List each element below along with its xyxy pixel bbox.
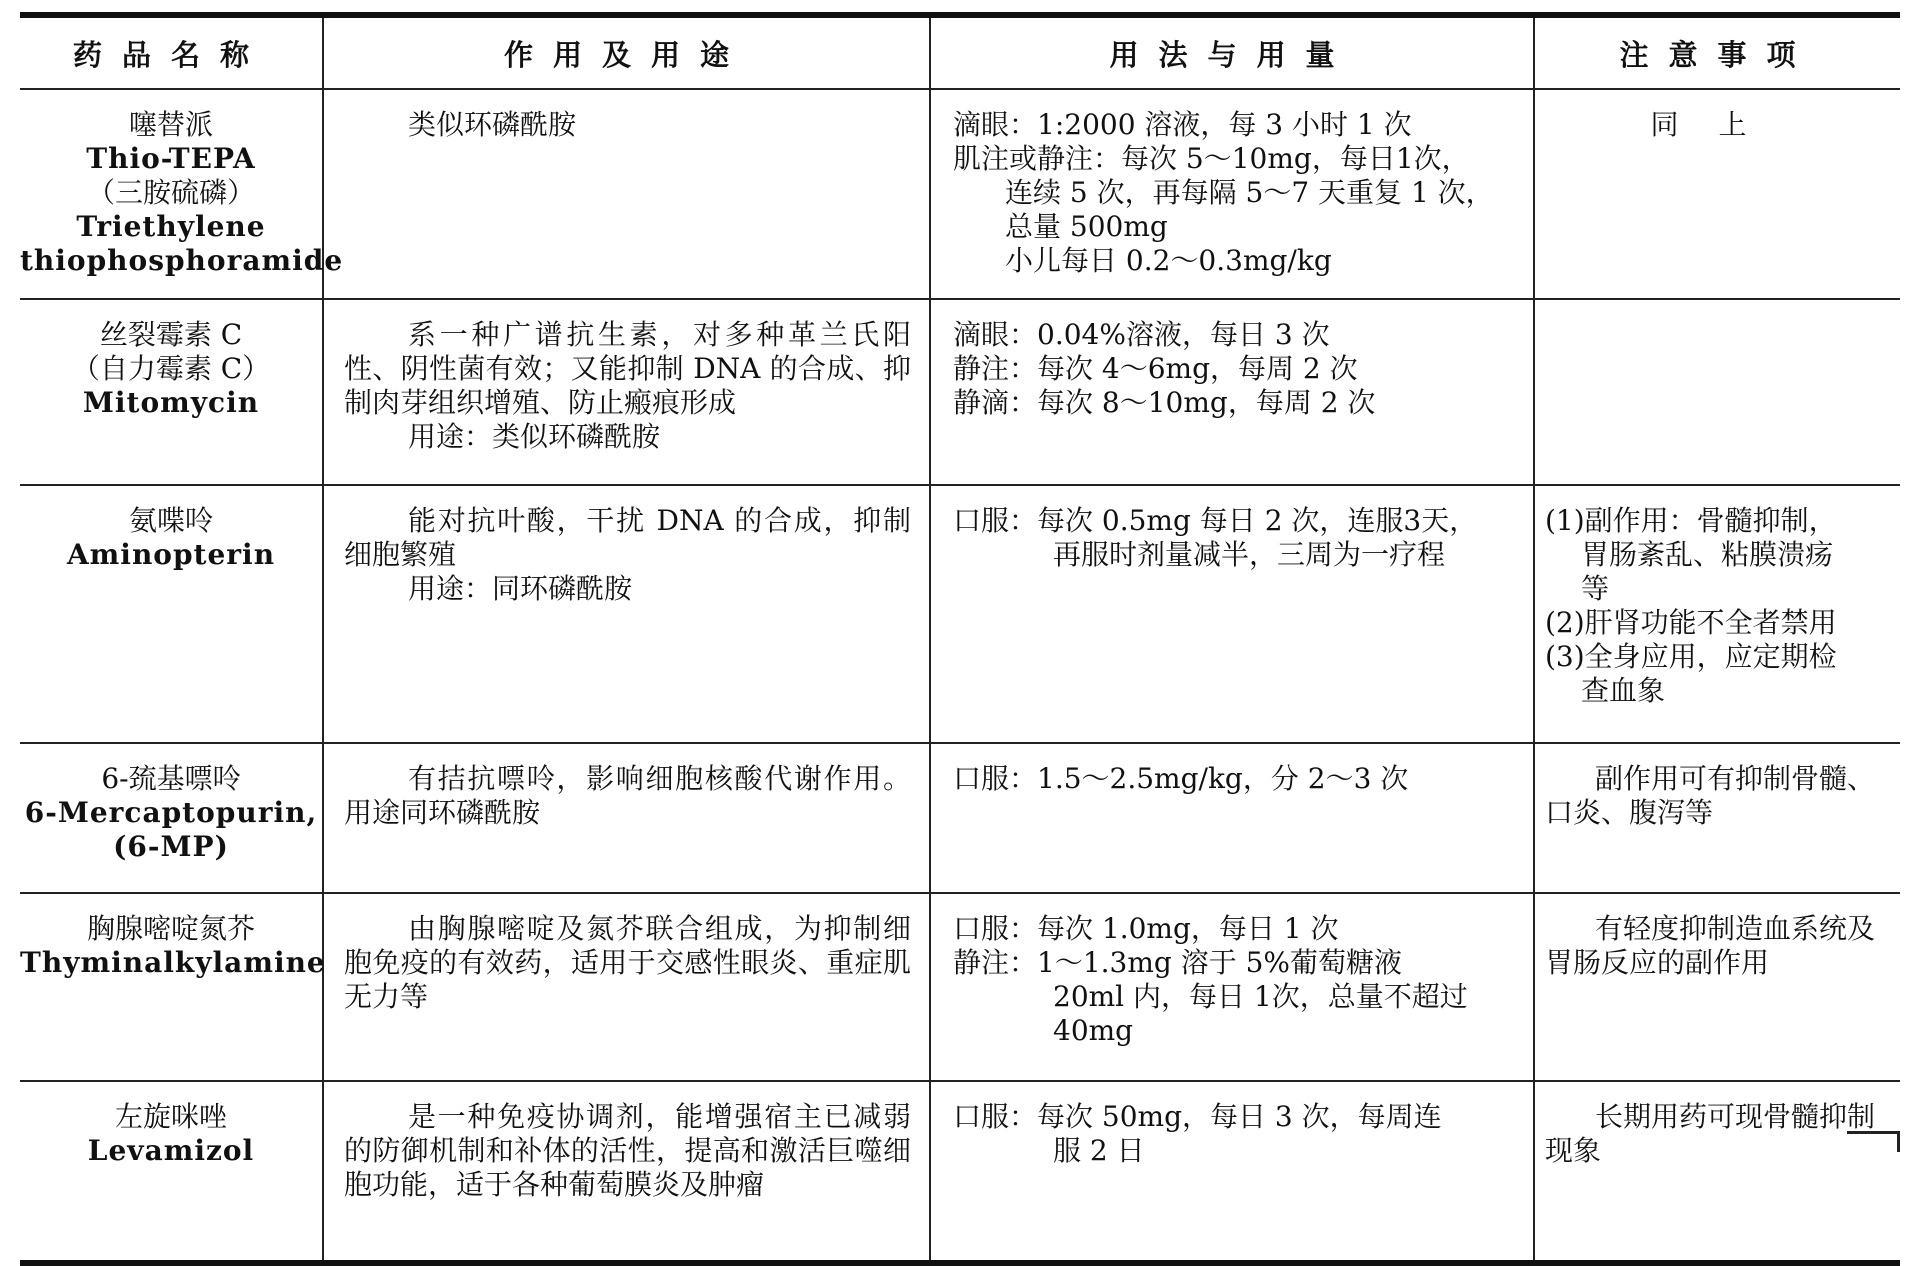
dose-line: 滴眼：1:2000 溶液，每 3 小时 1 次 bbox=[953, 108, 1412, 141]
dose-cell bbox=[930, 299, 1534, 485]
note-cell bbox=[1534, 299, 1900, 485]
table-row bbox=[20, 743, 1900, 893]
use-text bbox=[344, 1100, 911, 1202]
use-line: 能对抗叶酸，干扰 DNA 的合成，抑 bbox=[408, 504, 883, 537]
dose-line: 20ml 内，每日 1次，总量不超过 bbox=[1053, 980, 1468, 1013]
header-notes: 注意事项 bbox=[1534, 15, 1900, 89]
dose-line: 静注：每次 4～6mg，每周 2 次 bbox=[953, 352, 1358, 385]
use-cell bbox=[323, 893, 930, 1081]
note-cell bbox=[1534, 893, 1900, 1081]
drug-name-cn: 6-巯基嘌呤 bbox=[101, 762, 241, 795]
dose-line: 口服：1.5～2.5mg/kg，分 2～3 次 bbox=[953, 762, 1409, 795]
drug-name-latin: (6-MP) bbox=[113, 830, 229, 863]
use-cell bbox=[323, 485, 930, 743]
use-line: 系一种广谱抗生素，对多种革兰氏 bbox=[408, 318, 883, 351]
use-text bbox=[344, 762, 911, 830]
dose-line: 总量 500mg bbox=[1005, 210, 1168, 243]
note-line: 制现象 bbox=[1545, 1100, 1876, 1167]
use-line: 由胸腺嘧啶及氮芥联合组成，为抑 bbox=[408, 912, 854, 945]
use-line: 减弱的防御机制和补体的活性，提高和 bbox=[344, 1100, 911, 1167]
table-row bbox=[20, 1081, 1900, 1263]
drug-name-latin: Aminopterin bbox=[66, 538, 276, 571]
drug-name-latin: Thio-TEPA bbox=[86, 142, 256, 175]
header-action-use: 作用及用途 bbox=[323, 15, 930, 89]
dose-line: 40mg bbox=[1053, 1014, 1134, 1047]
dose-line: 滴眼：0.04%溶液，每日 3 次 bbox=[953, 318, 1330, 351]
drug-name-cn: 胸腺嘧啶氮芥 bbox=[86, 912, 255, 945]
drug-table bbox=[20, 12, 1900, 1266]
use-purpose: 用途：类似环磷酰胺 bbox=[408, 420, 661, 453]
note-item-cont: 等 bbox=[1581, 572, 1610, 605]
header-drug-name: 药品名称 bbox=[20, 15, 323, 89]
drug-name-cn: 丝裂霉素 C bbox=[99, 318, 243, 351]
dose-line: 小儿每日 0.2～0.3mg/kg bbox=[1005, 244, 1332, 277]
dose-cell bbox=[930, 89, 1534, 299]
use-line: 成、抑制肉芽组织增殖、防止瘢痕形成 bbox=[344, 352, 911, 419]
dose-line: 口服：每次 0.5mg 每日 2 次，连服3天， bbox=[953, 504, 1478, 537]
table-header-row bbox=[20, 15, 1900, 89]
use-cell bbox=[323, 743, 930, 893]
dose-line: 肌注或静注：每次 5～10mg，每日1次， bbox=[953, 142, 1470, 175]
note-line: 副作用可有抑制骨 bbox=[1595, 762, 1820, 795]
use-line: 阳性、阴性菌有效；又能抑制 DNA 的合 bbox=[344, 318, 911, 385]
dose-line: 静滴：每次 8～10mg，每周 2 次 bbox=[953, 386, 1376, 419]
drug-name-latin: Thyminalkylamine bbox=[20, 946, 326, 979]
dose-line: 口服：每次 1.0mg，每日 1 次 bbox=[953, 912, 1339, 945]
use-line: 炎、重症肌无力等 bbox=[344, 946, 911, 1013]
note-cell bbox=[1534, 743, 1900, 893]
header-dosage: 用法与用量 bbox=[930, 15, 1534, 89]
dose-cell bbox=[930, 485, 1534, 743]
drug-name-latin: thiophosphoramide bbox=[20, 244, 344, 277]
dose-cell bbox=[930, 1081, 1534, 1263]
drug-name-alias: （自力霉素 C） bbox=[71, 352, 271, 385]
note-cell bbox=[1534, 89, 1900, 299]
use-text bbox=[344, 318, 911, 420]
use-line: 是一种免疫协调剂，能增强宿主已 bbox=[408, 1100, 854, 1133]
use-text bbox=[344, 912, 911, 1014]
use-line: 有拮抗嘌呤，影响细胞核酸代谢作 bbox=[408, 762, 854, 795]
dose-cell bbox=[930, 893, 1534, 1081]
note-item: (3)全身应用，应定期检 bbox=[1545, 640, 1837, 673]
use-line: 用。用途同环磷酰胺 bbox=[344, 762, 911, 829]
drug-name-cell bbox=[20, 893, 326, 1081]
table-row bbox=[20, 89, 1900, 299]
table-row bbox=[20, 299, 1900, 485]
note-item: (2)肝肾功能不全者禁用 bbox=[1545, 606, 1837, 639]
note-text: 同上 bbox=[1650, 108, 1787, 141]
note-line: 髓、口炎、腹泻等 bbox=[1545, 762, 1876, 829]
note-line: 及胃肠反应的副作用 bbox=[1545, 912, 1876, 979]
dose-line: 连续 5 次，再每隔 5～7 天重复 1 次， bbox=[1005, 176, 1494, 209]
dose-line: 静注：1～1.3mg 溶于 5%葡萄糖液 bbox=[953, 946, 1403, 979]
drug-name-cn: 噻替派 bbox=[128, 108, 213, 141]
drug-name-latin: 6-Mercaptopurin, bbox=[24, 796, 318, 829]
drug-name-cell bbox=[20, 299, 323, 485]
note-line: 有轻度抑制造血系统 bbox=[1595, 912, 1848, 945]
drug-name-latin: Levamizol bbox=[87, 1134, 255, 1167]
use-line: 及肿瘤 bbox=[680, 1168, 765, 1201]
dose-line: 口服：每次 50mg，每日 3 次，每周连 bbox=[953, 1100, 1442, 1133]
drug-name-cell bbox=[20, 1081, 323, 1263]
drug-name-alias: （三胺硫磷） bbox=[86, 176, 255, 209]
dose-cell bbox=[930, 743, 1534, 893]
table-row bbox=[20, 485, 1900, 743]
drug-name-cell bbox=[20, 89, 344, 299]
dose-line: 服 2 日 bbox=[1053, 1134, 1145, 1167]
note-cell bbox=[1534, 485, 1900, 743]
use-cell bbox=[323, 89, 930, 299]
drug-name-cell bbox=[20, 485, 323, 743]
drug-name-latin: Mitomycin bbox=[82, 386, 260, 419]
use-cell bbox=[323, 299, 930, 485]
use-line: 制细胞免疫的有效药，适用于交感性眼 bbox=[344, 912, 911, 979]
note-cell bbox=[1534, 1081, 1900, 1263]
use-text: 类似环磷酰胺 bbox=[408, 108, 577, 141]
table-row bbox=[20, 893, 1900, 1081]
note-item: (1)副作用：骨髓抑制， bbox=[1545, 504, 1837, 537]
corner-mark bbox=[1847, 1131, 1900, 1152]
note-item-cont: 查血象 bbox=[1581, 674, 1666, 707]
dose-line: 再服时剂量减半，三周为一疗程 bbox=[1053, 538, 1446, 571]
note-text bbox=[1545, 762, 1892, 830]
use-text bbox=[344, 504, 911, 572]
note-line: 长期用药可现骨髓抑 bbox=[1595, 1100, 1848, 1133]
note-item-cont: 胃肠紊乱、粘膜溃疡 bbox=[1581, 538, 1834, 571]
use-line: 制细胞繁殖 bbox=[344, 504, 911, 571]
note-text bbox=[1545, 912, 1892, 980]
drug-name-cn: 左旋咪唑 bbox=[114, 1100, 227, 1133]
drug-name-latin: Triethylene bbox=[76, 210, 266, 243]
use-line: 激活巨噬细胞功能，适于各种葡萄膜炎 bbox=[344, 1134, 911, 1201]
use-cell bbox=[323, 1081, 930, 1263]
note-text bbox=[1545, 1100, 1892, 1168]
drug-name-cn: 氨喋呤 bbox=[128, 504, 213, 537]
drug-name-cell bbox=[20, 743, 323, 893]
use-purpose: 用途：同环磷酰胺 bbox=[408, 572, 633, 605]
